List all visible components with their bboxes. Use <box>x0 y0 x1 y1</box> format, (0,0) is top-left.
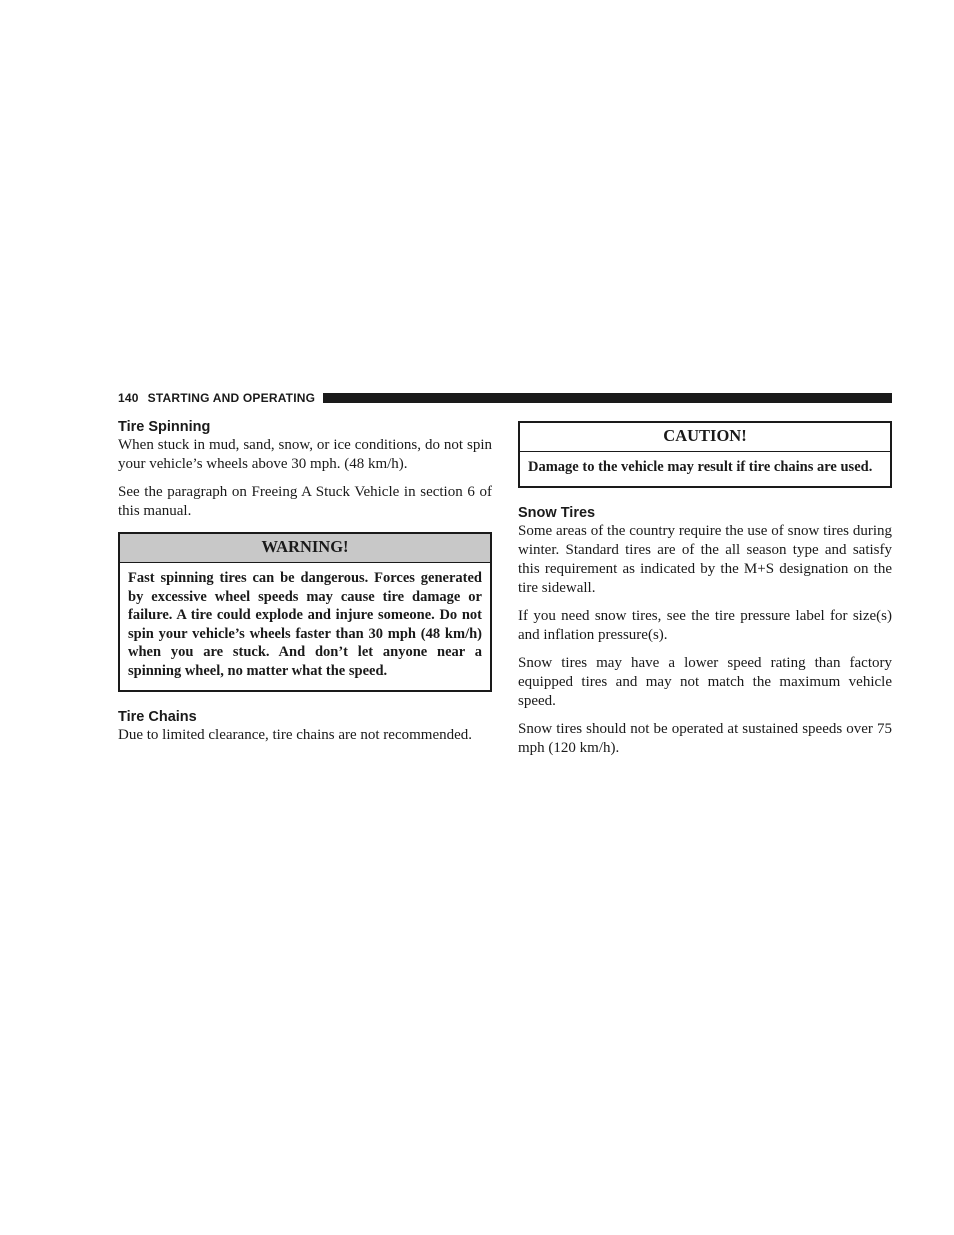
header-rule <box>323 393 892 403</box>
section-title: STARTING AND OPERATING <box>147 391 316 405</box>
caution-title: CAUTION! <box>520 423 890 452</box>
left-column <box>118 418 492 745</box>
snow-tires-heading: Snow Tires <box>518 504 596 521</box>
snow-tires-para-2: If you need snow tires, see the tire pressure label for size(s) and inflation pressure(s). <box>518 607 892 643</box>
tire-chains-para-1: Due to limited clearance, tire chains are not recommended. <box>118 726 473 743</box>
caution-box <box>518 421 892 488</box>
tire-spinning-heading: Tire Spinning <box>118 419 211 435</box>
page-header <box>118 390 892 406</box>
tire-spinning-para-2: See the paragraph on Freeing A Stuck Vehicle in section 6 of this manual. <box>118 484 492 519</box>
caution-body: Damage to the vehicle may result if tire chains are used. <box>528 459 873 475</box>
page-number: 140 <box>118 391 139 405</box>
warning-body: Fast spinning tires can be dangerous. Forces generated by excessive wheel speeds may cause tire damage or failure. A tire could explode and injure someone. Do not spin your vehicle’s wheels faster than 30 mph (48 km/h) when you are stuck. And don’t let anyone near a spinning wheel, no matter what the speed. <box>128 570 482 679</box>
snow-tires-para-3: Snow tires may have a lower speed rating than factory equipped tires and may not match the maximum vehicle speed. <box>518 654 892 709</box>
warning-title: WARNING! <box>120 534 490 563</box>
snow-tires-para-4: Snow tires should not be operated at sustained speeds over 75 mph (120 km/h). <box>518 720 892 756</box>
right-column <box>518 421 892 758</box>
tire-chains-heading: Tire Chains <box>118 708 197 725</box>
snow-tires-para-1: Some areas of the country require the use of snow tires during winter. Standard tires are of the all season type and satisfy this requirement as indicated by the M+S designation on the tire sidewall. <box>518 522 892 596</box>
warning-box <box>118 532 492 692</box>
tire-spinning-para-1: When stuck in mud, sand, snow, or ice conditions, do not spin your vehicle’s wheels above 30 mph. (48 km/h). <box>118 437 492 472</box>
